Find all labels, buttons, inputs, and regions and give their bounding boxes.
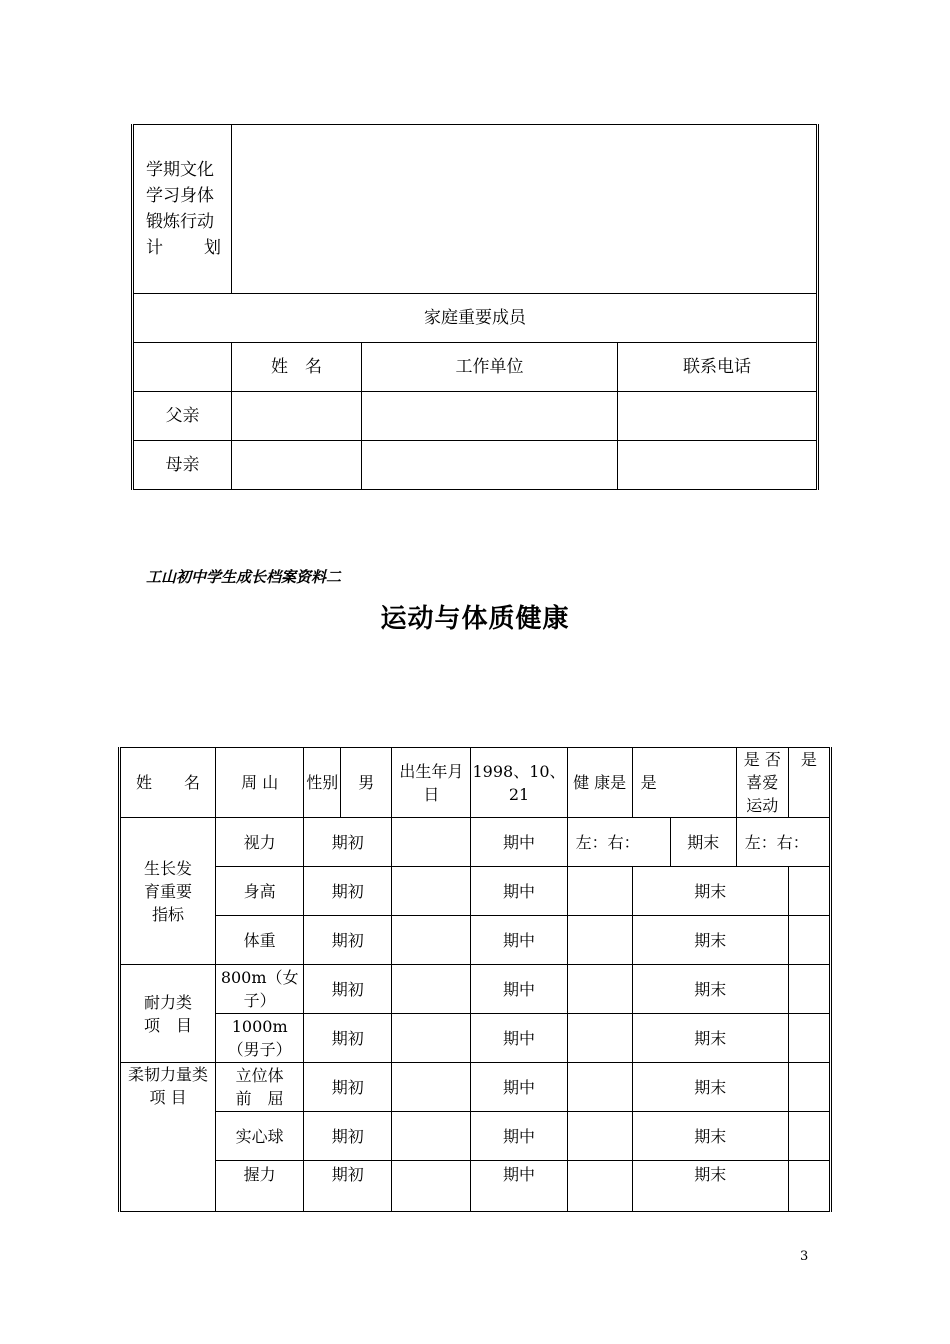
plan-label-char: 划 xyxy=(204,238,221,258)
value-cell[interactable] xyxy=(788,1112,830,1161)
phase-start-label: 期初 xyxy=(304,818,392,867)
phase-start-label: 期初 xyxy=(304,867,392,916)
left-right-value: 左：右： xyxy=(736,818,830,867)
phase-start-label: 期初 xyxy=(304,1112,392,1161)
value-cell[interactable] xyxy=(392,1161,471,1212)
phase-start-label: 期初 xyxy=(304,1063,392,1112)
item-label: 1000m（男子） xyxy=(216,1014,304,1063)
value-cell[interactable] xyxy=(567,1014,632,1063)
gender-value: 男 xyxy=(341,748,392,818)
sport-value: 是 xyxy=(788,748,830,818)
value-cell[interactable] xyxy=(567,916,632,965)
col-work-header: 工作单位 xyxy=(362,343,618,392)
phase-mid-label: 期中 xyxy=(471,965,567,1014)
name-value: 周 山 xyxy=(216,748,304,818)
plan-label xyxy=(133,125,232,294)
sport-label: 是 否 喜爱 运动 xyxy=(736,748,788,818)
col-name-header: 姓 名 xyxy=(232,343,362,392)
phase-start-label: 期初 xyxy=(304,916,392,965)
value-cell[interactable] xyxy=(392,916,471,965)
item-label: 立位体前 屈 xyxy=(216,1063,304,1112)
phase-end-label: 期末 xyxy=(632,867,788,916)
phase-end-label: 期末 xyxy=(670,818,736,867)
value-cell[interactable] xyxy=(788,1063,830,1112)
page-title: 运动与体质健康 xyxy=(380,604,570,634)
family-header: 家庭重要成员 xyxy=(133,294,818,343)
item-label: 体重 xyxy=(216,916,304,965)
phase-end-label: 期末 xyxy=(632,1161,788,1212)
value-cell[interactable] xyxy=(788,867,830,916)
value-cell[interactable] xyxy=(788,965,830,1014)
value-cell[interactable] xyxy=(567,1063,632,1112)
phase-mid-label: 期中 xyxy=(471,818,567,867)
col-phone-header: 联系电话 xyxy=(618,343,818,392)
value-cell[interactable] xyxy=(392,1112,471,1161)
phase-start-label: 期初 xyxy=(304,965,392,1014)
value-cell[interactable] xyxy=(392,965,471,1014)
phase-end-label: 期末 xyxy=(632,1063,788,1112)
mother-phone-cell[interactable] xyxy=(618,441,818,490)
value-cell[interactable] xyxy=(567,1112,632,1161)
value-cell[interactable] xyxy=(392,1014,471,1063)
item-label: 实心球 xyxy=(216,1112,304,1161)
phase-mid-label: 期中 xyxy=(471,1161,567,1212)
phase-end-label: 期末 xyxy=(632,965,788,1014)
phase-start-label: 期初 xyxy=(304,1161,392,1212)
father-name-cell[interactable] xyxy=(232,392,362,441)
value-cell[interactable] xyxy=(392,1063,471,1112)
group-endurance-label: 耐力类项 目 xyxy=(120,965,216,1063)
value-cell[interactable] xyxy=(788,1014,830,1063)
gender-label: 性别 xyxy=(304,748,341,818)
plan-label-line: 学期文化 xyxy=(146,160,214,180)
value-cell[interactable] xyxy=(788,916,830,965)
birth-value: 1998、10、21 xyxy=(471,748,567,818)
name-label: 姓 名 xyxy=(120,748,216,818)
phase-end-label: 期末 xyxy=(632,916,788,965)
plan-label-line: 锻炼行动 xyxy=(146,212,214,232)
plan-label-line xyxy=(146,235,221,261)
row-father-label: 父亲 xyxy=(133,392,232,441)
value-cell[interactable] xyxy=(788,1161,830,1212)
value-cell[interactable] xyxy=(392,818,471,867)
value-cell[interactable] xyxy=(567,867,632,916)
phase-mid-label: 期中 xyxy=(471,1014,567,1063)
item-label: 身高 xyxy=(216,867,304,916)
family-plan-table xyxy=(131,124,819,490)
phase-mid-label: 期中 xyxy=(471,916,567,965)
item-label: 视力 xyxy=(216,818,304,867)
phase-end-label: 期末 xyxy=(632,1014,788,1063)
plan-label-line: 学习身体 xyxy=(146,186,214,206)
value-cell[interactable] xyxy=(567,965,632,1014)
health-label: 健 康是 xyxy=(567,748,632,818)
group-flex-label: 柔韧力量类 项 目 xyxy=(120,1063,216,1212)
phase-end-label: 期末 xyxy=(632,1112,788,1161)
mother-work-cell[interactable] xyxy=(362,441,618,490)
phase-mid-label: 期中 xyxy=(471,867,567,916)
phase-mid-label: 期中 xyxy=(471,1112,567,1161)
page-number: 3 xyxy=(800,1249,809,1264)
group-growth-label: 生长发育重要指标 xyxy=(120,818,216,965)
plan-content-cell[interactable] xyxy=(232,125,818,294)
item-label: 800m（女子） xyxy=(216,965,304,1014)
mother-name-cell[interactable] xyxy=(232,441,362,490)
phase-mid-label: 期中 xyxy=(471,1063,567,1112)
father-work-cell[interactable] xyxy=(362,392,618,441)
empty-cell xyxy=(133,343,232,392)
item-label: 握力 xyxy=(216,1161,304,1212)
left-right-value: 左：右： xyxy=(567,818,670,867)
father-phone-cell[interactable] xyxy=(618,392,818,441)
fitness-table xyxy=(118,747,832,1212)
health-value: 是 xyxy=(632,748,736,818)
value-cell[interactable] xyxy=(392,867,471,916)
document-subtitle: 工山初中学生成长档案资料二 xyxy=(146,568,342,586)
value-cell[interactable] xyxy=(567,1161,632,1212)
birth-label: 出生年月日 xyxy=(392,748,471,818)
row-mother-label: 母亲 xyxy=(133,441,232,490)
phase-start-label: 期初 xyxy=(304,1014,392,1063)
plan-label-char: 计 xyxy=(146,238,163,258)
